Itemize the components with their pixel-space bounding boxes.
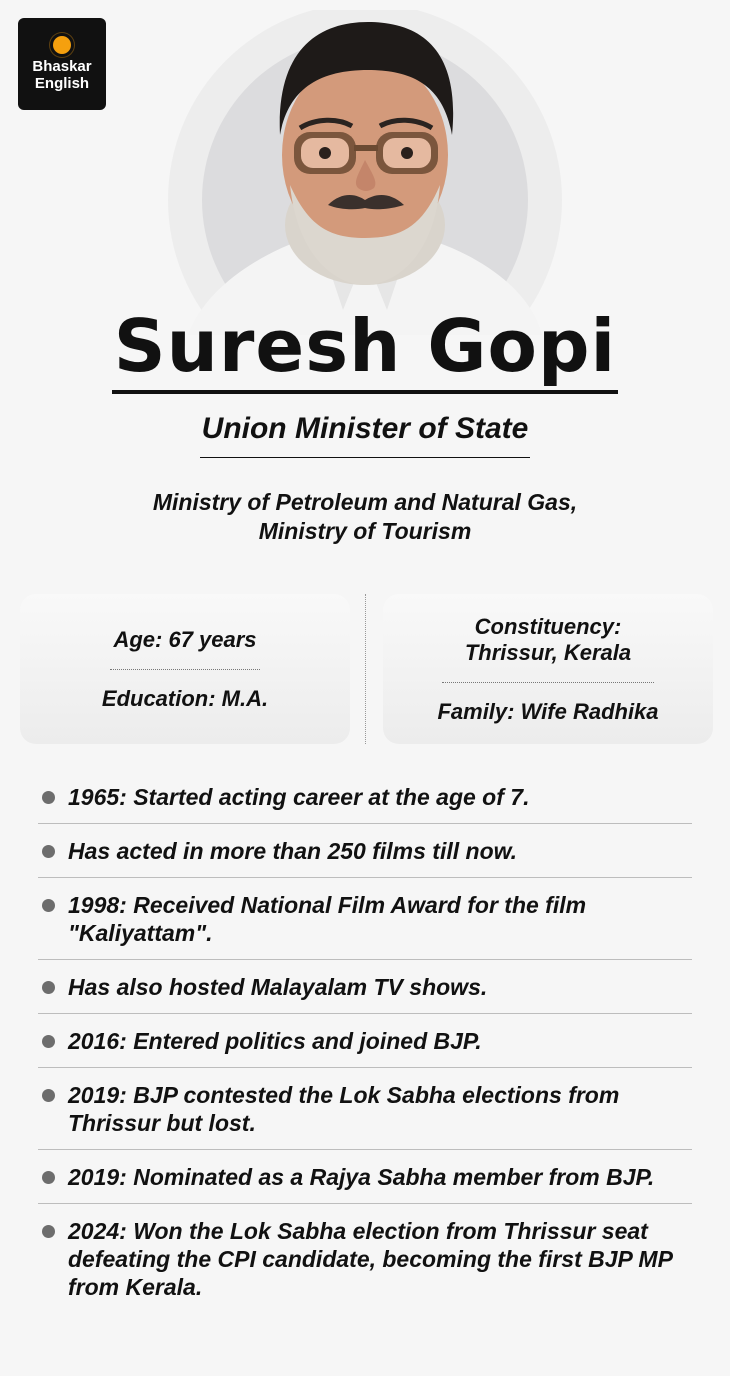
logo-line-1: Bhaskar [32, 58, 92, 75]
list-item [38, 824, 692, 878]
bhaskar-english-logo[interactable] [18, 18, 106, 110]
timeline-text: 2019: Nominated as a Rajya Sabha member from BJP. [68, 1164, 655, 1190]
bullet-icon [42, 1171, 55, 1184]
timeline-text: 1965: Started acting career at the age of 7. [68, 784, 530, 810]
vertical-divider [365, 594, 366, 744]
timeline-text: 1998: Received National Film Award for the film "Kaliyattam". [68, 892, 587, 946]
ministries [0, 488, 730, 546]
list-item [38, 878, 692, 960]
timeline-text: 2016: Entered politics and joined BJP. [68, 1028, 482, 1054]
timeline-text: Has also hosted Malayalam TV shows. [68, 974, 488, 1000]
list-item [38, 1204, 692, 1313]
position-title: Union Minister of State [0, 412, 730, 446]
divider [442, 682, 654, 683]
ministry-line: Ministry of Petroleum and Natural Gas, [152, 489, 578, 515]
bullet-icon [42, 791, 55, 804]
timeline-text: Has acted in more than 250 films till now. [68, 838, 518, 864]
bullet-icon [42, 899, 55, 912]
career-timeline [38, 770, 692, 1313]
person-name: Suresh Gopi [0, 304, 730, 388]
list-item [38, 770, 692, 824]
constituency-value: Thrissur, Kerala [464, 639, 632, 665]
portrait-photo [168, 10, 562, 335]
personal-facts-card [20, 594, 350, 744]
constituency-label: Constituency: [474, 613, 622, 639]
logo-line-2: English [34, 75, 90, 92]
constituency-facts-card [383, 594, 713, 744]
bullet-icon [42, 1035, 55, 1048]
sun-icon [53, 36, 71, 54]
age-text: Age: 67 years [113, 626, 257, 652]
bullet-icon [42, 845, 55, 858]
bullet-icon [42, 1225, 55, 1238]
bullet-icon [42, 981, 55, 994]
list-item [38, 1150, 692, 1204]
list-item [38, 960, 692, 1014]
timeline-text: 2019: BJP contested the Lok Sabha elections from Thrissur but lost. [68, 1082, 620, 1136]
family-text: Family: Wife Radhika [437, 698, 659, 724]
list-item [38, 1014, 692, 1068]
bullet-icon [42, 1089, 55, 1102]
list-item [38, 1068, 692, 1150]
ministry-line: Ministry of Tourism [258, 518, 472, 544]
divider [110, 669, 260, 670]
education-text: Education: M.A. [101, 685, 269, 711]
timeline-text: 2024: Won the Lok Sabha election from Thrissur seat defeating the CPI candidate, becoming the first BJP MP from Kerala. [68, 1218, 673, 1300]
